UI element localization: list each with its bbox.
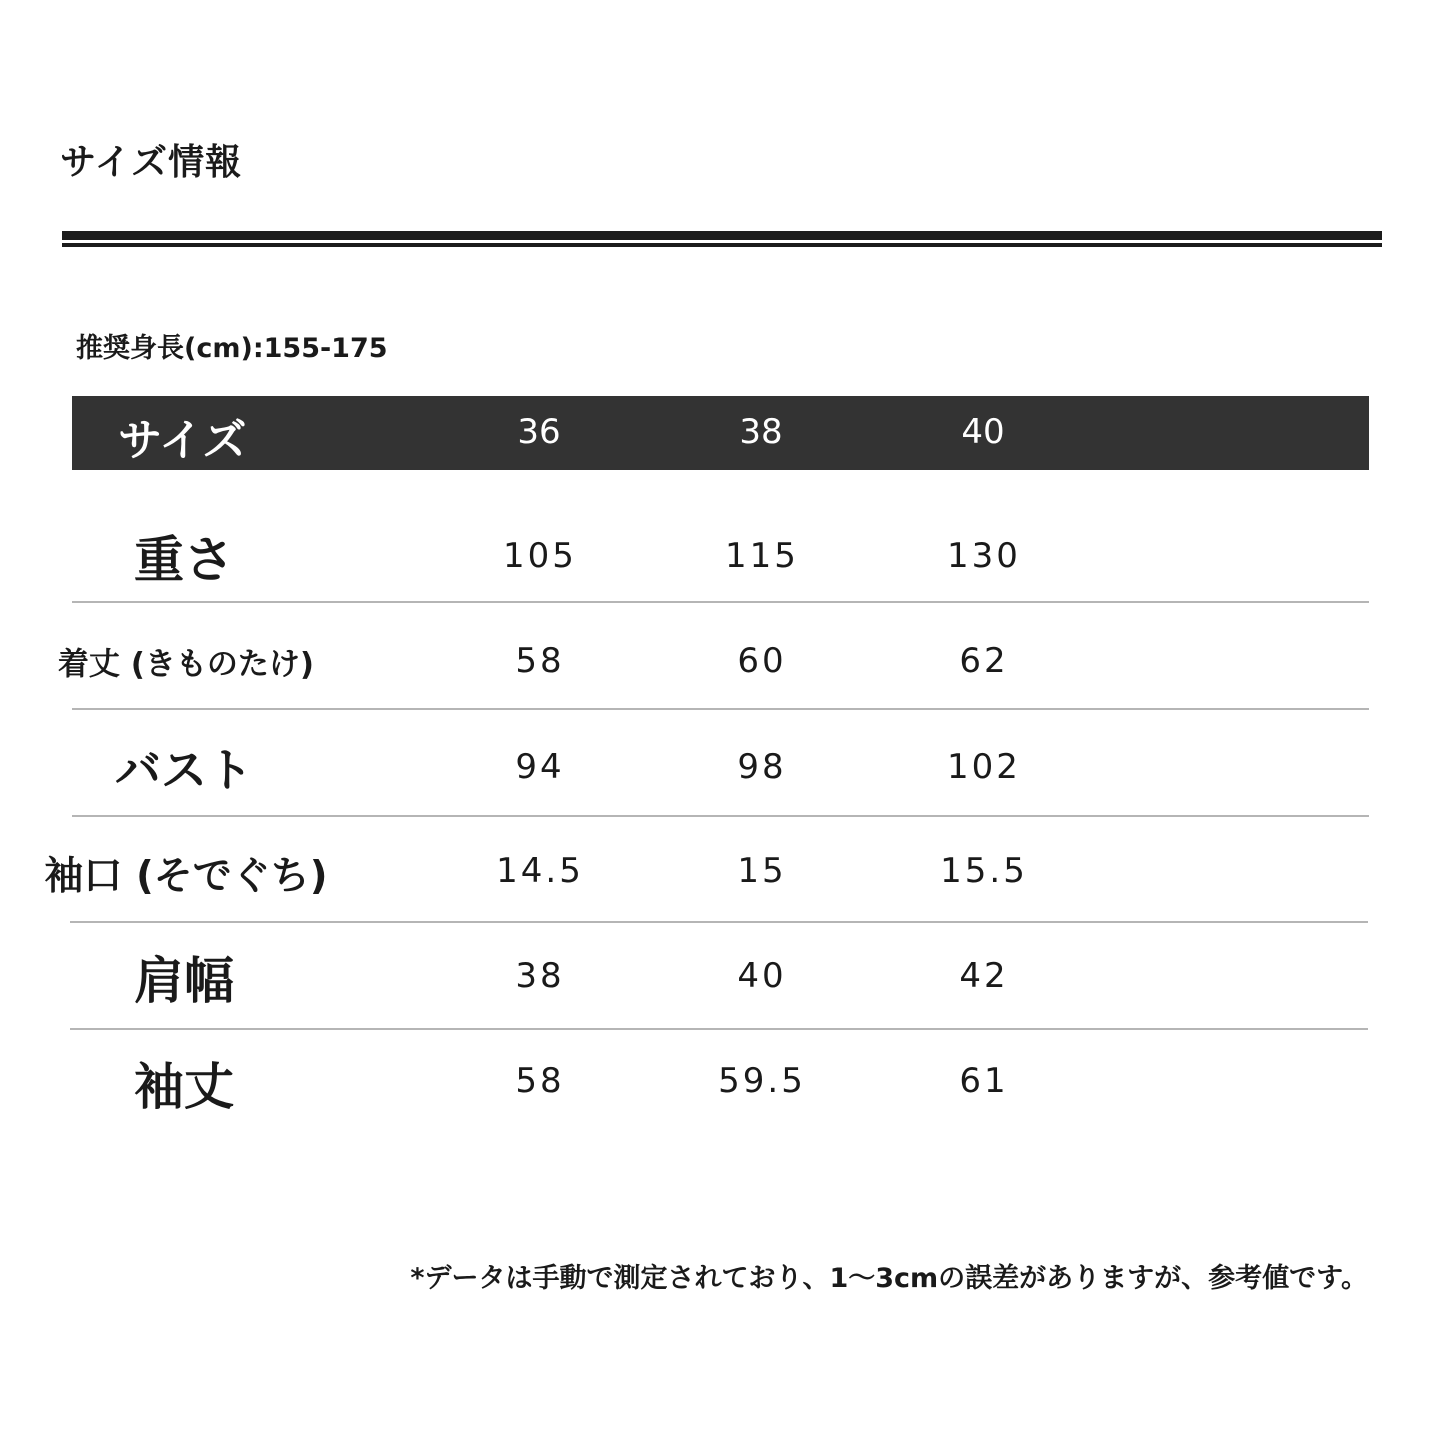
table-cell: 105 bbox=[503, 536, 577, 576]
recommended-height: 推奨身長(cm):155-175 bbox=[76, 333, 388, 364]
row-divider bbox=[72, 601, 1369, 603]
table-cell: 14.5 bbox=[496, 851, 584, 891]
row-label-sleeve-length: 袖丈 bbox=[134, 1058, 234, 1116]
table-cell: 42 bbox=[959, 956, 1009, 996]
title-divider-thin bbox=[62, 243, 1382, 247]
table-cell: 102 bbox=[947, 747, 1021, 787]
size-column-38: 38 bbox=[739, 412, 783, 452]
table-cell: 58 bbox=[515, 1061, 565, 1101]
title-divider-thick bbox=[62, 231, 1382, 240]
measurement-footnote: *データは手動で測定されており、1～3cmの誤差がありますが、参考値です。 bbox=[410, 1263, 1368, 1294]
size-header-label: サイズ bbox=[118, 415, 247, 466]
table-cell: 15.5 bbox=[940, 851, 1028, 891]
row-divider bbox=[70, 921, 1368, 923]
row-divider bbox=[72, 815, 1369, 817]
table-cell: 94 bbox=[515, 747, 565, 787]
table-cell: 62 bbox=[959, 641, 1009, 681]
table-cell: 40 bbox=[737, 956, 787, 996]
table-cell: 60 bbox=[737, 641, 787, 681]
table-cell: 15 bbox=[737, 851, 787, 891]
size-column-36: 36 bbox=[517, 412, 561, 452]
row-label-cuff: 袖口 (そでぐち) bbox=[44, 854, 328, 899]
row-label-shoulder: 肩幅 bbox=[134, 952, 234, 1010]
row-divider bbox=[72, 708, 1369, 710]
table-cell: 58 bbox=[515, 641, 565, 681]
size-column-40: 40 bbox=[961, 412, 1005, 452]
size-header-bar bbox=[72, 396, 1369, 470]
table-cell: 61 bbox=[959, 1061, 1009, 1101]
page-title: サイズ情報 bbox=[60, 142, 243, 183]
table-cell: 98 bbox=[737, 747, 787, 787]
table-cell: 115 bbox=[725, 536, 799, 576]
table-cell: 59.5 bbox=[718, 1061, 806, 1101]
row-label-weight: 重さ bbox=[134, 531, 234, 589]
table-cell: 130 bbox=[947, 536, 1021, 576]
row-label-length: 着丈 (きものたけ) bbox=[57, 646, 315, 683]
row-label-bust: バスト bbox=[115, 743, 253, 797]
table-cell: 38 bbox=[515, 956, 565, 996]
row-divider bbox=[70, 1028, 1368, 1030]
